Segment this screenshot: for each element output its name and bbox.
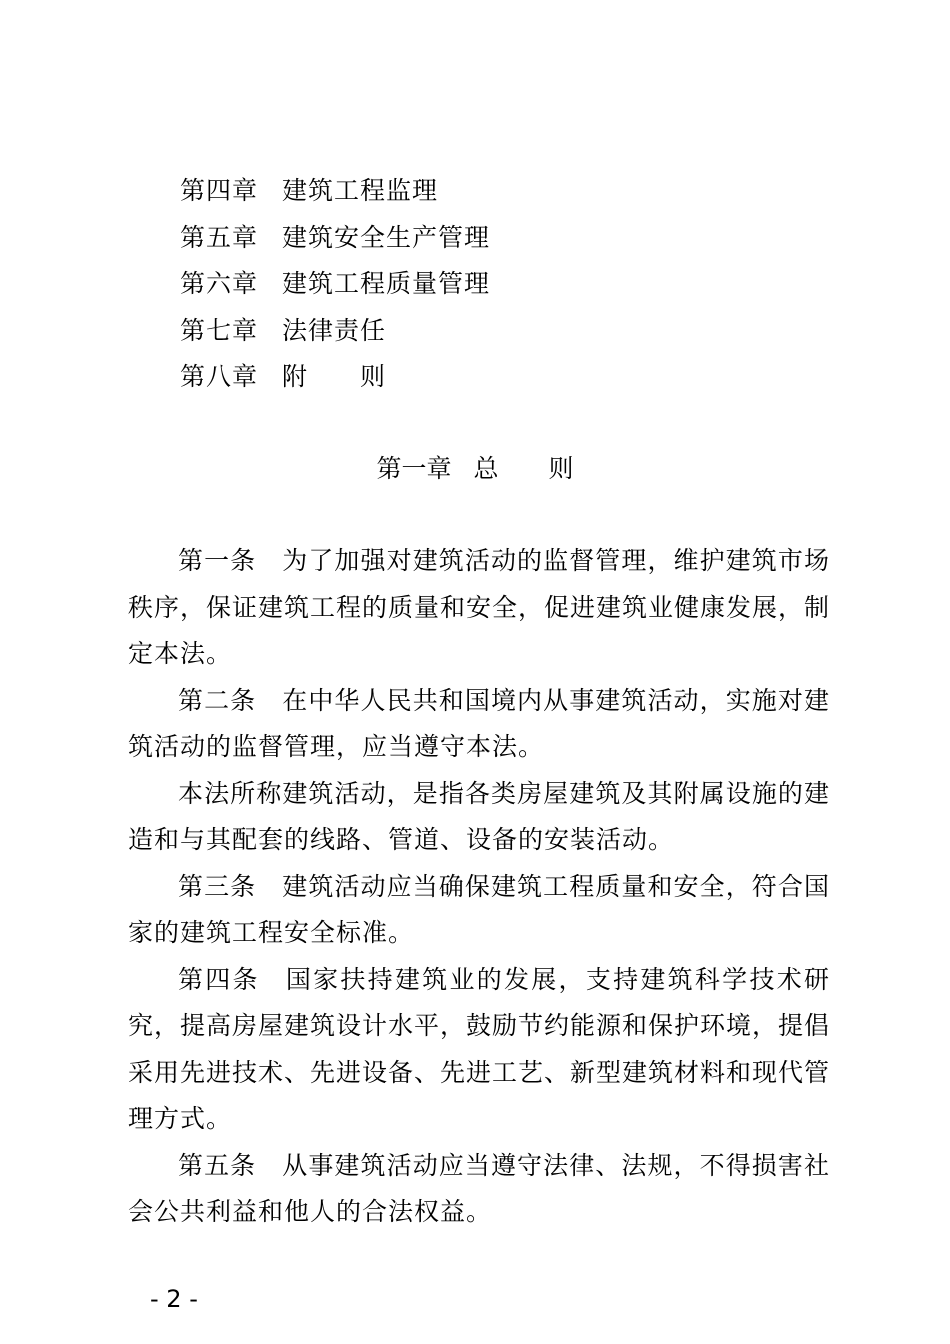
article-2-paragraph-2: [128, 771, 830, 864]
article-1: [128, 538, 830, 678]
toc-item-number: 第六章: [180, 269, 259, 298]
toc-item-chapter-8: [180, 354, 840, 401]
toc-item-chapter-4: [180, 168, 840, 215]
article-text: 为了加强对建筑活动的监督管理，维护建筑市场秩序，保证建筑工程的质量和安全，促进建筑业健康发展，制定本法。: [128, 546, 831, 668]
table-of-contents: [180, 168, 840, 401]
toc-item-title: 建筑安全生产管理: [282, 222, 491, 252]
toc-item-title: 法律责任: [282, 315, 387, 345]
toc-item-number: 第五章: [180, 222, 259, 252]
article-label: 第五条: [178, 1150, 257, 1180]
page-number: - 2 -: [150, 1285, 198, 1313]
article-label: 第一条: [178, 546, 257, 575]
article-3: [128, 864, 830, 957]
article-text: 在中华人民共和国境内从事建筑活动，实施对建筑活动的监督管理，应当遵守本法。: [128, 685, 830, 761]
toc-item-title: 建筑工程质量管理: [282, 269, 491, 298]
toc-item-title: 附 则: [282, 362, 387, 391]
toc-item-title: 建筑工程监理: [282, 176, 439, 205]
chapter-heading: [0, 446, 950, 492]
article-2: [128, 678, 830, 771]
toc-item-chapter-7: [180, 308, 840, 355]
article-text: 国家扶持建筑业的发展，支持建筑科学技术研究，提高房屋建筑设计水平，鼓励节约能源和保护环境，提倡采用先进技术、先进设备、先进工艺、新型建筑材料和现代管理方式。: [128, 964, 831, 1133]
chapter-title: 总 则: [473, 454, 574, 483]
article-text: 建筑活动应当确保建筑工程质量和安全，符合国家的建筑工程安全标准。: [128, 871, 830, 947]
article-text: 从事建筑活动应当遵守法律、法规，不得损害社会公共利益和他人的合法权益。: [128, 1150, 830, 1226]
article-label: 第二条: [178, 685, 257, 715]
toc-item-number: 第四章: [180, 176, 259, 205]
toc-item-number: 第七章: [180, 315, 259, 345]
article-5: [128, 1143, 830, 1236]
document-body: [128, 538, 830, 1236]
article-4: [128, 957, 830, 1143]
chapter-number: 第一章: [376, 454, 452, 483]
article-label: 第四条: [178, 964, 260, 994]
article-label: 第三条: [178, 871, 257, 901]
article-text: 本法所称建筑活动，是指各类房屋建筑及其附属设施的建造和与其配套的线路、管道、设备的安装活动。: [128, 778, 830, 854]
toc-item-number: 第八章: [180, 362, 259, 391]
toc-item-chapter-6: [180, 261, 840, 308]
toc-item-chapter-5: [180, 215, 840, 262]
